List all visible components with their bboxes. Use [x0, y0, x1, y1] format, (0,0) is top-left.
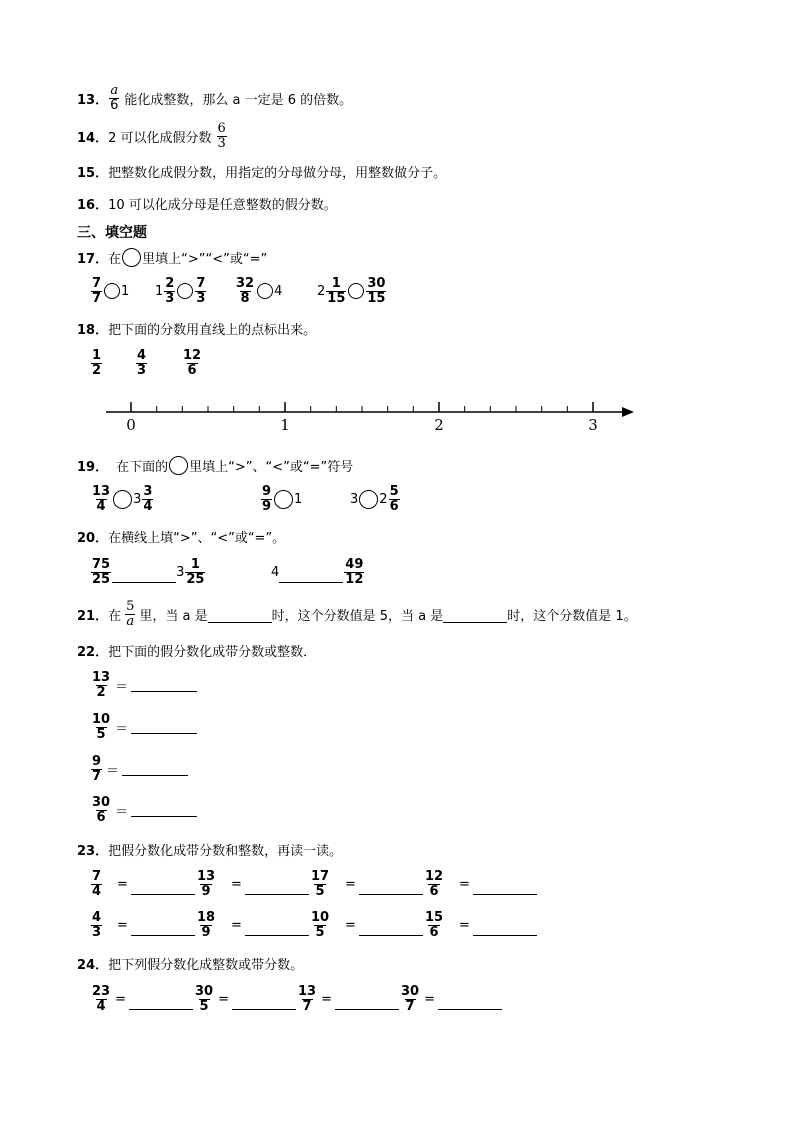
denominator: 4 — [96, 998, 106, 1014]
numerator: 13 — [196, 869, 216, 884]
denominator: 5 — [315, 924, 325, 940]
numerator: 23 — [92, 984, 111, 999]
fraction — [91, 277, 102, 305]
axis-label-2: 2 — [434, 416, 444, 434]
denominator: 3 — [165, 290, 175, 306]
comparison-item — [271, 558, 365, 586]
fraction — [194, 985, 214, 1013]
numerator: 12 — [183, 348, 202, 363]
fraction — [91, 349, 102, 377]
numerator: 75 — [92, 557, 111, 572]
numerator: a — [110, 83, 119, 98]
fraction — [196, 870, 216, 898]
answer-blank[interactable] — [208, 610, 272, 623]
fraction-2 — [135, 349, 148, 377]
denominator: 25 — [92, 571, 111, 587]
numerator: 7 — [92, 869, 102, 884]
tick-marks — [131, 402, 593, 412]
question-text: 把整数化成假分数，用指定的分母做分母，用整数做分子。 — [108, 166, 447, 181]
answer-blank[interactable] — [279, 570, 343, 583]
answer-blank[interactable] — [131, 721, 197, 734]
question-number: 23． — [77, 844, 109, 859]
denominator: 6 — [429, 883, 439, 899]
equals-sign: = — [321, 991, 332, 1007]
denominator: 5 — [199, 998, 209, 1014]
denominator: 3 — [92, 924, 102, 940]
numerator: 4 — [92, 910, 102, 925]
fraction — [310, 911, 330, 939]
answer-circle[interactable] — [113, 490, 132, 509]
numerator: 1 — [92, 348, 102, 363]
whole-number: 2 — [317, 283, 326, 299]
answer-blank[interactable] — [443, 610, 507, 623]
answer-blank[interactable] — [232, 997, 296, 1010]
numerator: 17 — [310, 869, 330, 884]
fraction — [344, 558, 364, 586]
question-number: 17． — [77, 252, 109, 267]
conversion-item — [90, 796, 197, 824]
comparison-item — [90, 277, 129, 305]
numerator: 49 — [345, 557, 364, 572]
denominator: 15 — [367, 290, 386, 306]
fraction — [91, 911, 102, 939]
denominator: 7 — [92, 290, 102, 306]
equals-sign: ＝ — [115, 804, 129, 820]
denominator: 6 — [429, 924, 439, 940]
equals-sign: ＝ — [106, 763, 120, 779]
equals-sign: = — [117, 876, 128, 892]
denominator: 9 — [201, 883, 211, 899]
question-number: 13． — [77, 92, 109, 108]
comparison-item — [90, 485, 154, 513]
numerator: 30 — [92, 795, 111, 810]
denominator: 3 — [217, 135, 226, 151]
conversion-row-2 — [90, 911, 537, 939]
equals-sign: = — [459, 876, 470, 892]
numerator: 2 — [165, 276, 175, 291]
conversion-item — [90, 671, 197, 699]
comparison-item — [350, 485, 401, 513]
question-text: 里填上“>”“<”或“=” — [142, 252, 268, 267]
question-number: 16． — [77, 198, 109, 213]
answer-blank[interactable] — [122, 763, 188, 776]
fraction — [185, 558, 205, 586]
denominator: 5 — [96, 726, 106, 742]
denominator: 9 — [201, 924, 211, 940]
numerator: 3 — [143, 484, 153, 499]
question-18 — [77, 324, 316, 337]
denominator: 9 — [262, 498, 272, 514]
answer-circle[interactable] — [348, 283, 364, 299]
question-text: 把下列假分数化成整数或带分数。 — [108, 958, 304, 973]
equals-sign: = — [345, 917, 356, 933]
question-text: 在 — [108, 608, 122, 624]
equals-sign: ＝ — [115, 721, 129, 737]
denominator: 2 — [96, 684, 106, 700]
circle-icon — [169, 456, 188, 475]
fraction — [91, 985, 111, 1013]
axis-label-3: 3 — [588, 416, 598, 434]
fraction — [326, 277, 346, 305]
question-text: 2 可以化成假分数 — [108, 130, 212, 146]
numerator: 4 — [137, 348, 147, 363]
answer-circle[interactable] — [177, 283, 193, 299]
question-number: 20． — [77, 531, 109, 546]
question-17 — [77, 248, 267, 267]
section-title: 三、填空题 — [77, 225, 147, 241]
question-number: 15． — [77, 166, 109, 181]
fraction — [389, 485, 400, 513]
whole-number: 4 — [271, 564, 280, 580]
fraction — [91, 713, 111, 741]
answer-blank[interactable] — [473, 882, 537, 895]
fraction — [400, 985, 420, 1013]
whole-number: 3 — [133, 491, 142, 507]
answer-blank[interactable] — [129, 997, 193, 1010]
denominator: 4 — [143, 498, 153, 514]
fraction — [91, 796, 111, 824]
denominator: 12 — [345, 571, 364, 587]
fraction — [424, 911, 444, 939]
answer-blank[interactable] — [359, 923, 423, 936]
conversion-row — [90, 985, 502, 1013]
answer-blank[interactable] — [131, 923, 195, 936]
denominator: 3 — [137, 362, 147, 378]
arrow-icon — [622, 407, 634, 417]
fraction — [297, 985, 317, 1013]
question-23 — [77, 845, 342, 858]
answer-blank[interactable] — [438, 997, 502, 1010]
comparison-item — [90, 558, 206, 586]
comparison-item — [234, 277, 282, 305]
numerator: 9 — [92, 754, 102, 769]
answer-blank[interactable] — [473, 923, 537, 936]
question-text: 在下面的 — [116, 460, 169, 475]
question-text: 能化成整数，那么 a 一定是 6 的倍数。 — [124, 92, 353, 108]
question-text: 10 可以化成分母是任意整数的假分数。 — [108, 198, 337, 213]
question-text: 把下面的假分数化成带分数或整数． — [108, 645, 317, 660]
equals-sign: = — [459, 917, 470, 933]
question-number: 22． — [77, 645, 109, 660]
conversion-row-1 — [90, 870, 537, 898]
denominator: 7 — [92, 768, 102, 784]
fraction — [182, 349, 202, 377]
numerator: 30 — [195, 984, 214, 999]
fraction — [91, 558, 111, 586]
fraction — [136, 349, 147, 377]
answer-circle[interactable] — [104, 283, 120, 299]
axis-label-0: 0 — [126, 416, 136, 434]
comparison-item — [260, 485, 302, 513]
numerator: 1 — [331, 276, 341, 291]
whole-number: 1 — [294, 491, 303, 507]
equals-sign: = — [115, 991, 126, 1007]
circle-icon — [122, 248, 141, 267]
equals-sign: = — [117, 917, 128, 933]
equals-sign: = — [231, 876, 242, 892]
fraction — [109, 84, 119, 112]
equals-sign: = — [345, 876, 356, 892]
number-line — [0, 395, 794, 440]
answer-blank[interactable] — [359, 882, 423, 895]
whole-number: 1 — [121, 283, 130, 299]
answer-circle[interactable] — [359, 490, 378, 509]
denominator: 6 — [110, 97, 119, 113]
denominator: 15 — [327, 290, 346, 306]
denominator: 4 — [96, 498, 106, 514]
question-22 — [77, 646, 316, 659]
question-text: 在横线上填“>”、“<”或“=”。 — [108, 531, 286, 546]
fraction — [91, 485, 111, 513]
numerator: 5 — [126, 599, 135, 614]
question-20 — [77, 532, 285, 545]
numerator: 7 — [92, 276, 102, 291]
question-text: 里填上“>”、“<”或“=”符号 — [189, 460, 354, 475]
answer-circle[interactable] — [274, 490, 293, 509]
whole-number: 3 — [176, 564, 185, 580]
fraction — [217, 122, 227, 150]
fraction — [125, 600, 135, 628]
comparison-item — [155, 277, 207, 305]
fraction — [91, 870, 102, 898]
denominator: 7 — [302, 998, 312, 1014]
fraction — [91, 671, 111, 699]
whole-number: 2 — [379, 491, 388, 507]
question-text: 把下面的分数用直线上的点标出来。 — [108, 323, 317, 338]
question-number: 24． — [77, 958, 109, 973]
numerator: 1 — [190, 557, 200, 572]
question-19 — [77, 456, 353, 475]
numerator: 10 — [310, 910, 330, 925]
question-text: 把假分数化成带分数和整数，再读一读。 — [108, 844, 343, 859]
answer-blank[interactable] — [335, 997, 399, 1010]
axis-label-1: 1 — [280, 416, 290, 434]
question-16 — [77, 199, 337, 212]
question-15 — [77, 167, 446, 180]
numerator: 9 — [262, 484, 272, 499]
denominator: 6 — [96, 809, 106, 825]
equals-sign: ＝ — [115, 679, 129, 695]
answer-circle[interactable] — [257, 283, 273, 299]
denominator: 7 — [405, 998, 415, 1014]
fraction — [235, 277, 255, 305]
question-21 — [77, 600, 637, 628]
denominator: 4 — [92, 883, 102, 899]
answer-blank[interactable] — [112, 570, 176, 583]
fraction — [366, 277, 386, 305]
denominator: 8 — [240, 290, 250, 306]
question-number: 21． — [77, 608, 109, 624]
fraction — [164, 277, 175, 305]
fraction — [261, 485, 272, 513]
question-text: 在 — [108, 252, 122, 267]
question-24 — [77, 959, 303, 972]
denominator: 5 — [315, 883, 325, 899]
numerator: 12 — [424, 869, 444, 884]
answer-blank[interactable] — [131, 804, 197, 817]
denominator: a — [126, 613, 135, 629]
question-14 — [77, 122, 228, 150]
equals-sign: = — [231, 917, 242, 933]
numerator: 5 — [389, 484, 399, 499]
fraction-1 — [90, 349, 103, 377]
numerator: 13 — [92, 670, 111, 685]
question-number: 14． — [77, 130, 109, 146]
comparison-item — [317, 277, 387, 305]
question-text: 时，这个分数值是 1。 — [507, 608, 637, 624]
answer-blank[interactable] — [131, 679, 197, 692]
denominator: 2 — [92, 362, 102, 378]
numerator: 13 — [92, 484, 111, 499]
numerator: 7 — [196, 276, 206, 291]
whole-number: 1 — [155, 283, 164, 299]
answer-blank[interactable] — [245, 923, 309, 936]
numerator: 32 — [236, 276, 255, 291]
numerator: 18 — [196, 910, 216, 925]
conversion-item — [90, 755, 188, 783]
numerator: 6 — [217, 121, 226, 136]
whole-number: 3 — [350, 491, 359, 507]
numerator: 10 — [92, 712, 111, 727]
question-text: 里，当 a 是 — [139, 608, 208, 624]
whole-number: 4 — [274, 283, 283, 299]
answer-blank[interactable] — [245, 882, 309, 895]
fraction — [91, 755, 102, 783]
denominator: 6 — [389, 498, 399, 514]
denominator: 3 — [196, 290, 206, 306]
numerator: 13 — [298, 984, 317, 999]
denominator: 6 — [187, 362, 197, 378]
question-text: 时，这个分数值是 5，当 a 是 — [271, 608, 444, 624]
conversion-item — [90, 713, 197, 741]
numerator: 30 — [367, 276, 386, 291]
question-number: 19． — [77, 460, 109, 475]
fraction — [424, 870, 444, 898]
denominator: 25 — [186, 571, 205, 587]
fraction — [195, 277, 206, 305]
fraction — [142, 485, 153, 513]
fraction — [196, 911, 216, 939]
answer-blank[interactable] — [131, 882, 195, 895]
question-13 — [77, 84, 352, 112]
equals-sign: = — [424, 991, 435, 1007]
fraction-3 — [181, 349, 203, 377]
numerator: 30 — [401, 984, 420, 999]
equals-sign: = — [218, 991, 229, 1007]
fraction — [310, 870, 330, 898]
numerator: 15 — [424, 910, 444, 925]
question-number: 18． — [77, 323, 109, 338]
